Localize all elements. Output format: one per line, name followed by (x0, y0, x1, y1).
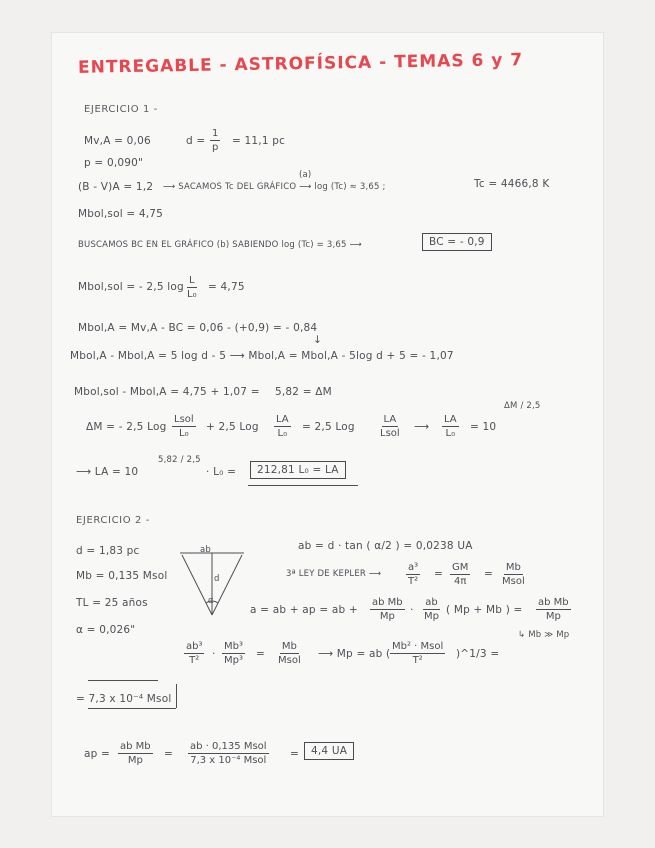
delta-m-arrow: ⟶ (414, 421, 430, 433)
b-frac-3 (276, 640, 303, 667)
kepler-frac-2 (450, 561, 470, 588)
distance-value: = 11,1 pc (232, 135, 286, 147)
b-frac-2 (222, 640, 245, 667)
delta-m-eq-d: = 10 (470, 421, 497, 433)
a-mid: ( Mp + Mb ) = (446, 604, 523, 616)
b-frac-1 (184, 640, 204, 667)
result-underline (88, 708, 176, 709)
equals-sign: = (164, 748, 173, 760)
fig-alpha-label: α (208, 596, 214, 606)
bc-result: BC = - 0,9 (422, 233, 492, 251)
dot-sign: · (212, 648, 216, 660)
la-exponent: 5,82 / 2,5 (158, 455, 201, 465)
delta-m-eq-b: + 2,5 Log (206, 421, 259, 433)
dot-sign: · (410, 604, 414, 616)
ap-frac-2 (188, 740, 269, 767)
tl-value: TL = 25 años (76, 597, 148, 609)
equals-sign: = (484, 568, 493, 580)
result-bracket (176, 684, 177, 708)
fraction-numerator: a³ (408, 562, 419, 573)
result-overline (88, 680, 158, 681)
fraction-denominator: Msol (278, 655, 301, 666)
fraction-denominator: p (212, 142, 219, 153)
fraction-numerator: GM (452, 562, 469, 573)
bc-search: BUSCAMOS BC EN EL GRÁFICO (b) SABIENDO log (Tc) = 3,65 ⟶ (78, 240, 362, 250)
mb-value: Mb = 0,135 Msol (76, 570, 168, 582)
ap-label: ap = (84, 748, 111, 760)
mbol-sol-value: = 4,75 (208, 281, 245, 293)
mva-value: Mv,A = 0,06 (84, 135, 151, 147)
equals-sign: = (290, 748, 299, 760)
fraction-numerator: 1 (212, 128, 219, 139)
fraction-numerator: Lsol (174, 414, 194, 425)
a-equation: a = ab + ap = ab + (250, 604, 358, 616)
equals-sign: = (434, 568, 443, 580)
note-a: (a) (299, 170, 312, 180)
parallax-value: p = 0,090" (84, 157, 144, 169)
delta-m-calc: Mbol,sol - Mbol,A = 4,75 + 1,07 = (74, 386, 260, 398)
kepler-frac-3 (500, 561, 527, 588)
la-mid: · L₀ = (206, 466, 237, 478)
fraction-denominator: Mp (379, 611, 395, 622)
fraction-denominator: T² (408, 576, 419, 587)
ab-equation: ab = d · tan ( α/2 ) = 0,0238 UA (298, 540, 473, 552)
result-underline (248, 485, 358, 486)
delta-m-eq-a: ΔM = - 2,5 Log (86, 421, 167, 433)
fraction-denominator: Mp (127, 755, 143, 766)
fraction-denominator: L₀ (179, 428, 189, 439)
equals-sign: = (256, 648, 265, 660)
fraction-numerator: ab³ (186, 641, 203, 652)
fraction-denominator: Lsol (380, 428, 400, 439)
delta-m-frac-4 (442, 413, 459, 440)
delta-m-exponent: ΔM / 2,5 (504, 401, 541, 411)
fig-d-label: d (214, 574, 220, 584)
b-frac-4 (390, 640, 445, 667)
distance-label: d = (186, 135, 206, 147)
tc-value: Tc = 4466,8 K (474, 178, 550, 190)
mp-result: = 7,3 x 10⁻⁴ Msol (76, 693, 172, 705)
fraction-numerator: Mb (505, 562, 521, 573)
a-frac-2 (422, 596, 441, 623)
luminosity-fraction (185, 274, 199, 301)
fig-ab-label: ab (200, 545, 212, 555)
fraction-denominator: Msol (502, 576, 525, 587)
page-title: ENTREGABLE - ASTROFÍSICA - TEMAS 6 y 7 (77, 50, 524, 78)
la-result: 212,81 L₀ = LA (250, 461, 346, 479)
fraction-denominator: T² (189, 655, 200, 666)
ap-frac-1 (118, 740, 153, 767)
fraction-denominator: L₀ (445, 428, 456, 439)
tc-from-graph: ⟶ SACAMOS Tc DEL GRÁFICO ⟶ log (Tc) ≈ 3,65 ; (163, 182, 386, 192)
delta-m-frac-3 (378, 413, 402, 440)
b-end: )^1/3 = (456, 648, 500, 660)
down-arrow: ↓ (313, 334, 322, 346)
mbol-sol-log: Mbol,sol = - 2,5 log (78, 281, 184, 293)
la-eq: ⟶ LA = 10 (76, 466, 139, 478)
fraction-numerator: ab Mb (538, 597, 569, 608)
fraction-denominator: Mp (545, 611, 561, 622)
fraction-numerator: Mb² · Msol (392, 641, 444, 652)
fraction-numerator: ab (425, 597, 438, 608)
delta-m-value: 5,82 = ΔM (275, 386, 332, 398)
fraction-numerator: LA (444, 414, 457, 425)
approximation-note: ↳ Mb ≫ Mp (518, 630, 570, 640)
fraction-numerator: LA (383, 414, 397, 425)
kepler-label: 3ª LEY DE KEPLER ⟶ (286, 569, 382, 579)
fraction-denominator: Mp³ (224, 655, 243, 666)
delta-m-eq-c: = 2,5 Log (302, 421, 355, 433)
fraction-numerator: Mb (281, 641, 297, 652)
fraction-denominator: 4π (454, 576, 467, 587)
fraction-numerator: Mb³ (224, 641, 243, 652)
mbol-sol: Mbol,sol = 4,75 (78, 208, 164, 220)
kepler-frac-1 (406, 561, 420, 588)
fraction-denominator: Mp (424, 611, 439, 622)
distance-fraction (210, 127, 220, 154)
delta-m-frac-1 (172, 413, 196, 440)
mbol-a: Mbol,A = Mv,A - BC = 0,06 - (+0,9) = - 0,84 (78, 322, 318, 334)
exercise-2-header: EJERCICIO 2 - (76, 515, 150, 526)
fraction-numerator: L (189, 275, 195, 286)
distance-modulus-eq: Mbol,A - Mbol,A = 5 log d - 5 ⟶ Mbol,A = Mbol,A - 5log d + 5 = - 1,07 (70, 350, 454, 362)
bv-color: (B - V)A = 1,2 (78, 181, 154, 193)
alpha-value: α = 0,026" (76, 624, 136, 636)
fraction-numerator: ab · 0,135 Msol (190, 741, 267, 752)
fraction-numerator: LA (276, 414, 289, 425)
a-frac-3 (536, 596, 571, 623)
fraction-numerator: ab Mb (120, 741, 151, 752)
fraction-denominator: L₀ (277, 428, 288, 439)
exercise-1-header: EJERCICIO 1 - (84, 104, 158, 115)
distance-2: d = 1,83 pc (76, 545, 140, 557)
fraction-denominator: L₀ (187, 289, 197, 300)
delta-m-frac-2 (274, 413, 291, 440)
parallax-triangle-figure (176, 545, 248, 623)
fraction-denominator: 7,3 x 10⁻⁴ Msol (190, 755, 267, 766)
a-frac-1 (370, 596, 405, 623)
fraction-denominator: T² (412, 655, 423, 666)
fraction-numerator: ab Mb (372, 597, 403, 608)
ap-result: 4,4 UA (304, 742, 354, 760)
b-mid: ⟶ Mp = ab ( (318, 648, 391, 660)
